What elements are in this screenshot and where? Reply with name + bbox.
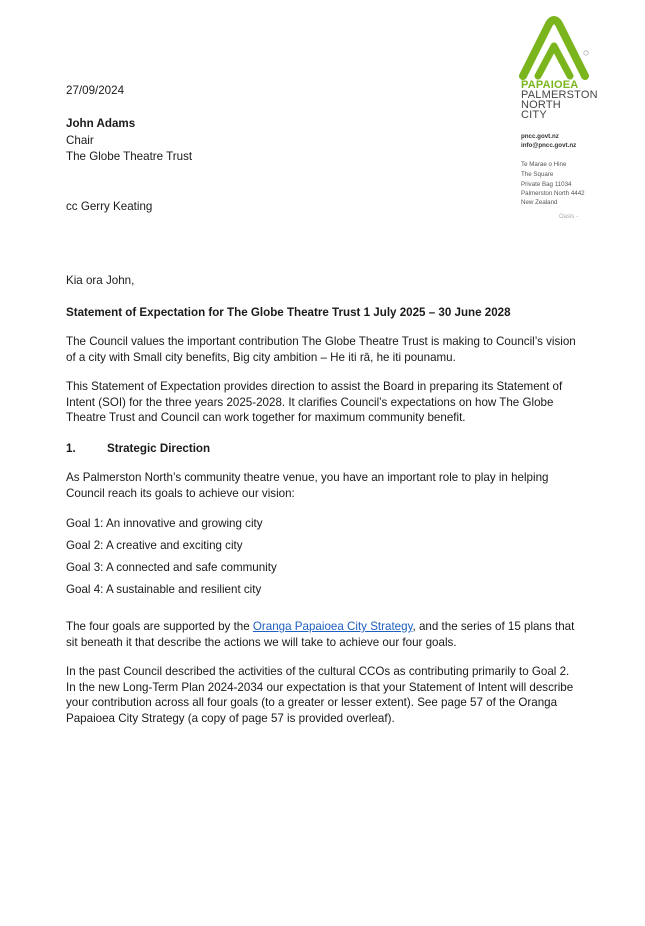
contact-email: info@pncc.govt.nz [521, 142, 577, 149]
recipient-org: The Globe Theatre Trust [66, 150, 193, 163]
address-line: Palmerston North 4442 [521, 190, 585, 197]
address-line: The Square [521, 171, 554, 178]
contact-website: pncc.govt.nz [521, 133, 559, 140]
logo-line-palmerston: PALMERSTON [521, 89, 598, 101]
pncc-logo-icon [519, 16, 589, 80]
goal-item: Goal 4: A sustainable and resilient city [66, 583, 262, 596]
section-heading: Strategic Direction [107, 442, 211, 455]
address-line: New Zealand [521, 199, 558, 206]
goal-item: Goal 2: A creative and exciting city [66, 539, 243, 552]
letter-subject: Statement of Expectation for The Globe Theatre Trust 1 July 2025 – 30 June 2028 [66, 306, 511, 319]
classification-label: Oasis - [559, 214, 579, 220]
paragraph-role: As Palmerston North’s community theatre venue, you have an important role to play in helping Council reach its goals to achieve our vision: [66, 471, 549, 500]
logo-line-city: CITY [521, 109, 547, 121]
paragraph-vision: The Council values the important contribution The Globe Theatre Trust is making to Council’s vision of a city with Small city benefits, Big city ambition – He iti rā, he iti pounamu. [66, 335, 576, 364]
strategy-text-before: The four goals are supported by the [66, 620, 253, 633]
address-line: Te Marae o Hine [521, 161, 567, 168]
recipient-role: Chair [66, 134, 94, 147]
greeting: Kia ora John, [66, 274, 135, 287]
recipient-name: John Adams [66, 117, 136, 130]
goal-item: Goal 3: A connected and safe community [66, 561, 277, 574]
paragraph-strategy [66, 619, 582, 650]
strategy-text-after: , and the series of 15 plans that sit beneath it that describe the actions we will take to achieve our four goals. [66, 620, 575, 649]
section-number: 1. [66, 442, 76, 455]
paragraph-goals-contribution: In the past Council described the activities of the cultural CCOs as contributing primarily to Goal 2. In the new Long-Term Plan 2024-2034 our expectation is that your Statement of Intent will describe your contribution across all four goals (to a greater or lesser extent). See page 57 of the Oranga Papaioea City Strategy (a copy of page 57 is provided overleaf). [66, 665, 574, 725]
strategy-link[interactable]: Oranga Papaioea City Strategy [252, 620, 413, 633]
address-line: Private Bag 11034 [521, 181, 572, 188]
letter-date: 27/09/2024 [66, 84, 125, 97]
goal-item: Goal 1: An innovative and growing city [66, 517, 263, 530]
logo-line-north: NORTH [521, 99, 561, 111]
cc-line: cc Gerry Keating [66, 200, 153, 213]
logo-line-papaioea: PAPAIOEA [521, 79, 579, 91]
paragraph-purpose: This Statement of Expectation provides direction to assist the Board in preparing its Statement of Intent (SOI) for the three years 2025-2028. It clarifies Council’s expectations on how The Globe Theatre Trust and Council can work together for maximum community benefit. [66, 380, 563, 424]
